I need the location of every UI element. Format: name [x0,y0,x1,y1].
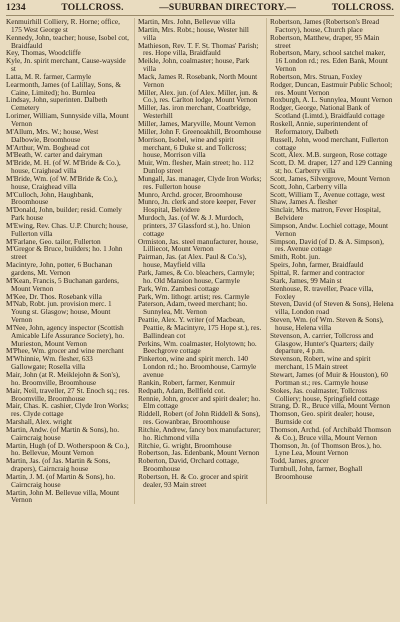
directory-entry: Park, Wm. lithogr. artist; res. Carmyle [138,291,250,301]
directory-entry: Munro, Jn. clerk and store keeper, Fever Hospital, Belvidere [138,197,256,215]
directory-entry: Smith, Robt. jun. [270,252,321,262]
directory-entry: Stevenson, Robert, wine and spirit merchant, 15 Main street [270,354,371,372]
directory-entry: Mack, James R. Rosebank, North Mount Vernon [138,71,258,89]
directory-entry: M'Gregor & Bruce, builders; ho. 1 John street [6,244,123,262]
directory-entry: Martin, Andw. (of Martin & Sons), ho. Cairncraig house [6,424,120,442]
directory-entry: M'Allum, Mrs. W.; house, West Dalbowie, Broomhouse [6,126,99,144]
directory-entry: Martin, Mrs. Robt.; house, Wester hill villa [138,24,249,42]
directory-entry: Paterson, Adam, tweed merchant; ho. Sunnylea, Mt. Vernon [138,299,248,317]
directory-entry: Thomson, Jn. (of Thomson Bros.), ho. Lyne Lea, Mount Vernon [270,440,382,458]
directory-entry: Mair, John (at R. Meiklejohn & Son's), ho. Broomville, Broomhouse [6,369,120,387]
directory-entry: Morrison, Isobel, wine and spirit merchant, 6 Duke st. and Tollcross; house, Morrison villa [138,134,247,160]
directory-entry: Latta, M. R. farmer, Carmyle [6,71,92,81]
directory-entry: Roxburgh, A. L. Sunnylea, Mount Vernon [270,95,393,105]
directory-entry: Rodger, Duncan, Eastmuir Public School; res. Mount Vernon [270,79,393,97]
directory-column-3 [266,18,394,504]
directory-entry: Miller, John F. Greenoakhill, Broomhouse [138,126,262,136]
directory-entry: Stark, James, 99 Main st [270,275,342,285]
directory-entry: Stewart, James (of Muir & Houston), 60 Portman st.; res. Carmyle house [270,369,388,387]
directory-entry: Perkins, Wm. coalmaster, Holytown; ho. Beechgrove cottage [138,338,257,356]
directory-entry: Speirs, John, farmer, Braidfauld [270,260,364,270]
directory-entry: Murdoch, Jas. (of W. & J. Murdoch, printers, 37 Glassford st.), ho. Union cottage [138,213,251,238]
directory-entry: Kenmuirhill Colliery, R. Horne; office, 175 West George st [6,17,120,34]
directory-entry: Munro, Archd. grocer, Broomhouse [138,189,243,199]
directory-entry: M'Bride, M. H. (of W. M'Bride & Co.), house, Craighead villa [6,158,121,176]
directory-entry: Thomson, Archd. (of Archibald Thomson & Co.), Bruce villa, Mount Vernon [270,424,392,442]
directory-column-2 [134,18,262,504]
directory-entry: Steven, David (of Steven & Sons), Helena villa, London road [270,299,394,317]
directory-entry: Robertson, James (Robertson's Bread Factory), house, Church place [270,17,380,34]
directory-entry: Martin, John M. Bellevue villa, Mount Vernon [6,487,120,505]
directory-entry: Russell, John, wood merchant, Fullerton cottage [270,134,389,152]
directory-entry: Mathieson, Rev. T. F. St. Thomas' Parish; res. Hope villa, Braidfauld [138,40,259,58]
directory-entry: Strang, D. R., Bruce villa, Mount Vernon [270,401,391,411]
directory-entry: Rankin, Robert, farmer, Kenmuir [138,377,235,387]
page-header [6,3,394,16]
directory-entry: Pinkerton, wine and spirit merch. 140 London rd.; ho. Broomhouse, Carmyle avenue [138,354,257,379]
directory-entry: Lorimer, William, Sunnyside villa, Mount Vernon [6,111,129,128]
directory-entry: Stenhouse, R. traveller, Peace villa, Foxley [270,283,374,301]
directory-entry: Todd, James, grocer [270,456,329,466]
directory-entry: Mungall, Jas. manager, Clyde Iron Works; res. Fullerton house [138,173,262,191]
directory-entry: Riddell, Robert (of John Riddell & Sons), res. Gowanbrae, Broomhouse [138,409,261,427]
directory-entry: Robertson, Mary, school satchel maker, 16 London rd.; res. Eden Bank, Mount Vernon [270,48,388,74]
directory-entry: Stokes, Jas. coalmaster, Tollcross Colliery; house, Springfield cottage [270,385,380,403]
directory-entry: Shaw, James A. flesher [270,197,338,207]
directory-entry: Pairman, Jas. (at Alex. Paul & Co.'s), house, Mayfield villa [138,252,247,270]
directory-entry: Martin, Jas. (of Jas. Martin & Sons, drapers), Cairncraig house [6,456,111,474]
directory-entry: Spittal, R. farmer and contractor [270,268,365,277]
directory-entry: Park, Wm. Zambesi cottage [138,283,220,293]
directory-column-1 [6,18,130,504]
directory-entry: Stevenson, A. carrier, Tollcross and Glasgow, Hunter's Quarters; daily departure, 4 p.m. [270,330,374,356]
directory-entry: Meikle, John, coalmaster; house, Park villa [138,56,250,74]
directory-entry: Scott, John, Carberry villa [270,181,347,191]
running-title-left: TOLLCROSS. [61,3,124,13]
directory-entry: Scott, James, Silvergrove, Mount Vernon [270,173,390,183]
directory-entry: Scott, Alex. M.B. surgeon, Rose cottage [270,150,388,160]
directory-entry: Mair, Chas. K. cashier, Clyde Iron Works; res. Clyde cottage [6,401,129,419]
directory-entry: M'Bride, Wm. (of W. M'Bride & Co.), house, Craighead villa [6,173,118,191]
directory-entry: Rodger, George, National Bank of Scotland (Limtd.), Braidfauld cottage [270,103,385,121]
directory-entry: Robertson, Jas. Edenbank, Mount Vernon [138,448,260,458]
directory-entry: Roskell, Annie, superintendent of Reformatory, Dalbeth [270,118,368,136]
directory-entry: M'Nee, John, agency inspector (Scottish Amicable Life Assurance Society), ho. Murieston, Mount Vernon [6,322,125,348]
directory-entry: Martin, Mrs. John, Bellevue villa [138,17,236,26]
directory-entry: Ritchie, G. wright, Broomhouse [138,440,232,450]
directory-entry: Kyle, Jn. spirit merchant, Cause-wayside st [6,56,126,74]
directory-entry: Robertson, Mrs. Struan, Foxley [270,71,363,81]
directory-entry: Miller, Jas. iron merchant, Coatbridge, Westerhill [138,103,251,121]
directory-entry: Muir, Wm. flesher, Main street; ho. 112 Dunlop street [138,158,254,176]
directory-entry: M'Arthur, Wm. Boghead cot [6,142,90,152]
directory-entry: M'Culloch, John, Haughbank, Broomhouse [6,189,94,207]
directory-entry: Marshall, Alex. wright [6,417,73,427]
directory-entry: Steven, Wm. (of Wm. Steven & Sons), house, Helena villa [270,315,384,332]
directory-entry: M'Ewing, Rev. Chas. U.P. Church; house, Fullerton villa [6,220,128,238]
directory-entry: M'Beath, W. carter and dairyman [6,150,103,160]
directory-entry: M'Kean, Francis, 5 Buchanan gardens, Mount Vernon [6,275,119,293]
directory-entry: Roberton, David, Orchard cottage, Broomhouse [138,456,239,474]
directory-entry: Sinclair, Mrs. matron, Fever Hospital, Belvidere [270,205,381,223]
directory-entry: Simpson, David (of D. & A. Simpson), res. Avenue cottage [270,236,384,254]
directory-entry: Rennie, John, grocer and spirit dealer; ho. Elm cottage [138,393,261,411]
directory-entry: Park, James, & Co. bleachers, Carmyle; ho. Old Mansion house, Carmyle [138,268,255,285]
directory-entry: Simpson, Andw. Lochiel cottage, Mount Vernon [270,220,389,238]
directory-entry: Turnbull, John, farmer, Boghall Broomhouse [270,464,363,481]
directory-entry: Miller, Alex. jun. (of Alex. Miller, jun. & Co.), res. Carlton lodge, Mount Vernon [138,87,259,105]
directory-entry: M'Kee, Dr. Thos. Rosebank villa [6,291,102,301]
directory-entry: Ormiston, Jas. steel manufacturer, house, Lilliecot, Mount Vernon [138,236,259,254]
directory-entry: Peattie, Alex. Y. writer (of Macbean, Peattie, & Macintyre, 175 Hope st.), res. Ballindean cot [138,315,262,340]
directory-entry: M'Donald, John, builder; resid. Comely Park house [6,205,122,223]
page-number: 1234 [6,3,26,13]
directory-entry: Robertson, Matthew, draper, 95 Main street [270,32,380,50]
directory-entry: Scott, William T., Avenue cottage, west [270,189,385,199]
directory-entry: Key, Thomas, Woodcliffe [6,48,81,58]
directory-entry: Mair, Neil, traveller, 27 St. Enoch sq.; res. Broomville, Broomhouse [6,385,130,403]
directory-columns [6,18,394,504]
directory-entry: M'Whinnie, Wm. flesher, 633 Gallowgate; Rosella villa [6,354,93,372]
running-title-right: TOLLCROSS. [331,3,394,13]
directory-entry: Redpath, Adam, Bellfield cot. [138,385,226,395]
directory-entry: Ritchie, Andrew, fancy box manufacturer; ho. Richmond villa [138,424,261,442]
directory-entry: M'Nab, Robt. jun. provision merc. 1 Young st. Glasgow; house, Mount Vernon [6,299,112,325]
directory-entry: Martin, Hugh (of D. Wotherspoon & Co.), ho. Bellevue, Mount Vernon [6,440,130,458]
directory-entry: Robertson, H. & Co. grocer and spirit dealer, 93 Main street [138,471,249,489]
directory-entry: Lindsay, John, superinten. Dalbeth Cemetery [6,95,108,113]
directory-entry: Miller, James, Maryville, Mount Vernon [138,118,256,128]
directory-entry: Scott, D. M. draper, 127 and 129 Canning st; ho. Carberry villa [270,158,393,176]
directory-entry: Kennedy, John, teacher; house, Isobel cot, Braidfauld [6,32,129,50]
directory-entry: Thomson, Geo. spirit dealer; house, Burnside cot [270,409,375,427]
directory-entry: Martin, J. M. (of Martin & Sons), ho. Cairncraig house [6,471,116,489]
directory-entry: M'Phee, Wm. grocer and wine merchant [6,346,124,356]
directory-entry: Learmonth, James (of Lalillay, Sons, & Caine, Limited); ho. Burnlea [6,79,122,97]
running-title-center: —SUBURBAN DIRECTORY.— [159,3,297,13]
directory-entry: Macintyre, John, potter, 6 Buchanan gardens, Mt. Vernon [6,260,113,277]
directory-entry: M'Farlane, Geo. tailor, Fullerton [6,236,101,246]
